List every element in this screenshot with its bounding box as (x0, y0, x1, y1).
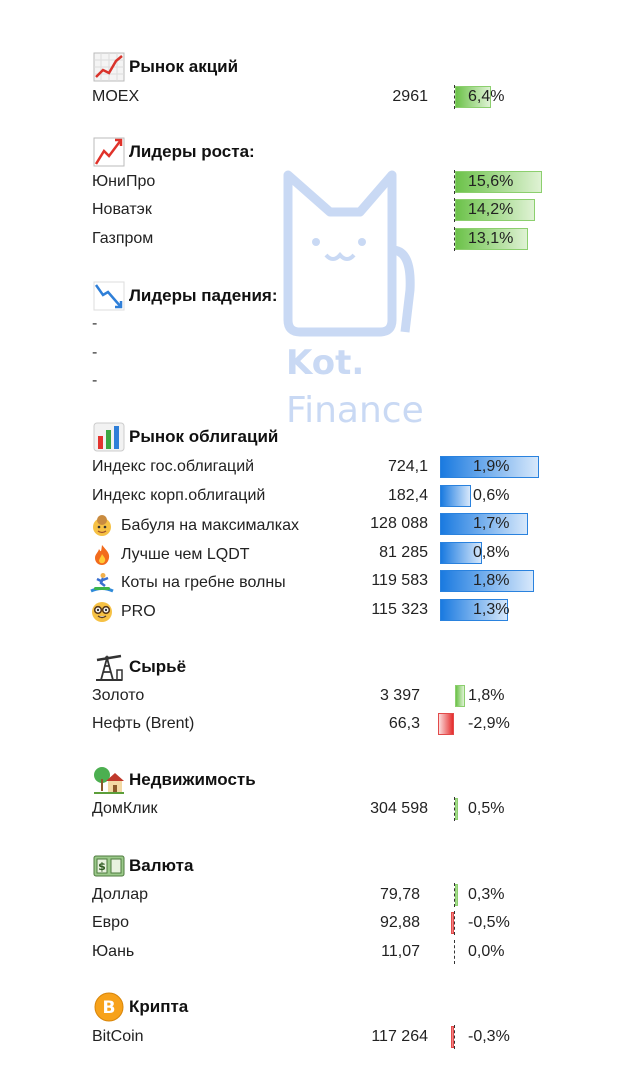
row-value: 2961 (392, 88, 428, 105)
row-pct: 1,8% (473, 572, 510, 589)
currency-row (92, 911, 532, 935)
row-pct: 0,0% (468, 943, 505, 960)
row-value: 81 285 (379, 544, 428, 561)
row-value: 11,07 (381, 943, 420, 960)
trend-up-icon (93, 137, 125, 167)
row-value: 115 323 (371, 601, 428, 618)
bond-row (92, 598, 532, 622)
gainer-row (92, 170, 532, 194)
row-label: Юань (92, 943, 135, 960)
loser-placeholder: - (92, 315, 98, 332)
row-label: MOEX (92, 88, 140, 105)
row-label: Нефть (Brent) (92, 715, 195, 732)
section-currency-header (93, 851, 193, 881)
row-pct: -2,9% (468, 715, 510, 732)
section-title: Лидеры роста: (129, 142, 255, 161)
row-label: Доллар (92, 886, 149, 903)
row-label: Золото (92, 687, 145, 704)
change-bar (455, 798, 458, 820)
row-label: Индекс корп.облигаций (92, 487, 266, 504)
row-label (92, 572, 286, 594)
row-value: 3 397 (379, 687, 420, 704)
currency-row (92, 883, 532, 907)
row-pct: 0,6% (473, 487, 510, 504)
row-pct: 1,9% (473, 458, 510, 475)
section-title: Рынок облигаций (129, 427, 279, 446)
loser-placeholder: - (92, 372, 98, 389)
section-title: Крипта (129, 997, 189, 1016)
section-title: Рынок акций (129, 57, 239, 76)
crypto-row (92, 1025, 532, 1049)
section-title: Валюта (129, 856, 194, 875)
svg-text:B: B (102, 998, 116, 1018)
gainer-row (92, 198, 532, 222)
row-label: Газпром (92, 230, 154, 247)
row-pct: 1,8% (468, 687, 505, 704)
watermark-finance: Finance (286, 390, 424, 431)
section-gainers-header (93, 137, 255, 167)
section-commodities-header (93, 652, 186, 682)
row-pct: -0,5% (468, 914, 510, 931)
change-bar (438, 713, 454, 735)
row-pct: 15,6% (468, 173, 514, 190)
row-label: BitCoin (92, 1028, 144, 1045)
bond-row (92, 512, 532, 536)
row-label (92, 601, 156, 623)
change-bar (451, 912, 454, 934)
row-pct: 0,8% (473, 544, 510, 561)
row-value: 117 264 (371, 1028, 428, 1045)
trend-down-icon (93, 281, 125, 311)
row-value: 66,3 (388, 715, 420, 732)
row-pct: 1,7% (473, 515, 510, 532)
banknote-icon (93, 851, 125, 881)
section-crypto-header (93, 992, 188, 1022)
section-title: Сырьё (129, 657, 187, 676)
row-value: 119 583 (371, 572, 428, 589)
row-label: ДомКлик (92, 800, 158, 817)
section-stocks-header (93, 52, 238, 82)
house-icon (93, 765, 125, 795)
row-pct: 13,1% (468, 230, 514, 247)
bond-row (92, 455, 532, 479)
row-label-text: PRO (121, 603, 156, 620)
oil-derrick-icon (93, 652, 125, 682)
bond-row (92, 484, 532, 508)
svg-text:$: $ (98, 860, 106, 873)
row-label: ЮниПро (92, 173, 156, 190)
row-pct: 1,3% (473, 601, 510, 618)
realty-row (92, 797, 532, 821)
bond-row (92, 569, 532, 593)
section-bonds-header (93, 422, 278, 452)
surfer-icon (89, 572, 115, 594)
row-pct: 14,2% (468, 201, 514, 218)
row-pct: 0,5% (468, 800, 505, 817)
section-title: Лидеры падения: (129, 286, 278, 305)
section-losers-header (93, 281, 278, 311)
grandma-icon (89, 515, 115, 537)
change-bar (440, 485, 471, 507)
stock-row-moex (92, 85, 532, 109)
row-pct: -0,3% (468, 1028, 510, 1045)
loser-placeholder: - (92, 344, 98, 361)
change-bar (455, 685, 465, 707)
row-label: Индекс гос.облигаций (92, 458, 255, 475)
row-label-text: Коты на гребне волны (121, 574, 286, 591)
row-value: 304 598 (370, 800, 428, 817)
row-label: Новатэк (92, 201, 152, 218)
change-bar (451, 1026, 454, 1048)
row-value: 79,78 (379, 886, 420, 903)
chart-up-icon (93, 52, 125, 82)
bar-chart-icon (93, 422, 125, 452)
commodity-row (92, 712, 532, 736)
change-bar (455, 884, 458, 906)
bitcoin-icon (93, 992, 125, 1022)
fire-icon (89, 544, 115, 566)
row-label (92, 515, 299, 537)
row-value: 724,1 (387, 458, 428, 475)
row-label-text: Лучше чем LQDT (121, 546, 250, 563)
commodity-row (92, 684, 532, 708)
row-value: 128 088 (370, 515, 428, 532)
currency-row (92, 940, 532, 964)
gainer-row (92, 227, 532, 251)
section-title: Недвижимость (129, 770, 256, 789)
row-value: 182,4 (387, 487, 428, 504)
section-realty-header (93, 765, 256, 795)
nerd-face-icon (89, 601, 115, 623)
row-pct: 6,4% (468, 88, 505, 105)
row-pct: 0,3% (468, 886, 505, 903)
bond-row (92, 541, 532, 565)
row-label-text: Бабуля на максималках (121, 517, 299, 534)
row-label (92, 544, 250, 566)
watermark-kot: Kot. (286, 343, 365, 383)
row-label: Евро (92, 914, 129, 931)
row-value: 92,88 (379, 914, 420, 931)
